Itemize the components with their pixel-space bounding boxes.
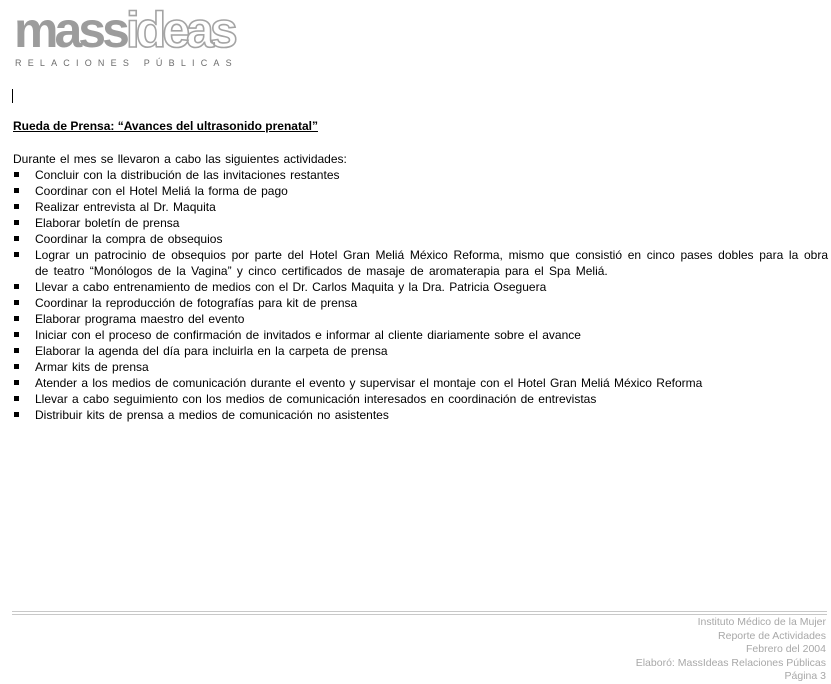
text-cursor — [12, 89, 13, 103]
footer-divider — [12, 614, 827, 615]
logo-wordmark — [14, 2, 234, 58]
list-item: Coordinar la reproducción de fotografías para kit de prensa — [13, 295, 828, 311]
footer-report: Reporte de Actividades — [718, 629, 826, 642]
footer-page-number: Página 3 — [784, 670, 826, 682]
list-item: Realizar entrevista al Dr. Maquita — [13, 199, 828, 215]
logo-word-ideas: ideas — [125, 2, 234, 58]
list-item: Iniciar con el proceso de confirmación de invitados e informar al cliente diariamente sobre el avance — [13, 327, 828, 343]
footer-author: Elaboró: MassIdeas Relaciones Públicas — [635, 656, 826, 669]
activity-list — [13, 167, 828, 423]
intro-paragraph: Durante el mes se llevaron a cabo las siguientes actividades: — [13, 152, 347, 166]
list-item: Elaborar programa maestro del evento — [13, 311, 828, 327]
list-item: Elaborar la agenda del día para incluirla en la carpeta de prensa — [13, 343, 828, 359]
list-item: Atender a los medios de comunicación durante el evento y supervisar el montaje con el Hotel Gran Meliá México Reforma — [13, 375, 828, 391]
list-item: Concluir con la distribución de las invitaciones restantes — [13, 167, 828, 183]
document-title: Rueda de Prensa: “Avances del ultrasonido prenatal” — [13, 119, 318, 133]
list-item: Lograr un patrocinio de obsequios por parte del Hotel Gran Meliá México Reforma, mismo que consistió en cinco pases dobles para la obra de teatro “Monólogos de la Vagina” y cinco certificados de masaje de aromaterapia para el Spa Meliá. — [13, 247, 828, 279]
list-item: Elaborar boletín de prensa — [13, 215, 828, 231]
list-item: Coordinar con el Hotel Meliá la forma de pago — [13, 183, 828, 199]
list-item: Llevar a cabo entrenamiento de medios con el Dr. Carlos Maquita y la Dra. Patricia Oseguera — [13, 279, 828, 295]
massideas-logo — [14, 2, 238, 68]
page-footer — [636, 616, 826, 684]
footer-date: Febrero del 2004 — [746, 643, 826, 655]
list-item: Llevar a cabo seguimiento con los medios de comunicación interesados en coordinación de entrevistas — [13, 391, 828, 407]
logo-word-mass: mass — [14, 2, 126, 58]
footer-divider — [12, 611, 827, 612]
list-item: Coordinar la compra de obsequios — [13, 231, 828, 247]
logo-tagline: RELACIONES PÚBLICAS — [15, 58, 238, 68]
list-item: Distribuir kits de prensa a medios de comunicación no asistentes — [13, 407, 828, 423]
footer-client: Instituto Médico de la Mujer — [697, 616, 826, 628]
list-item: Armar kits de prensa — [13, 359, 828, 375]
